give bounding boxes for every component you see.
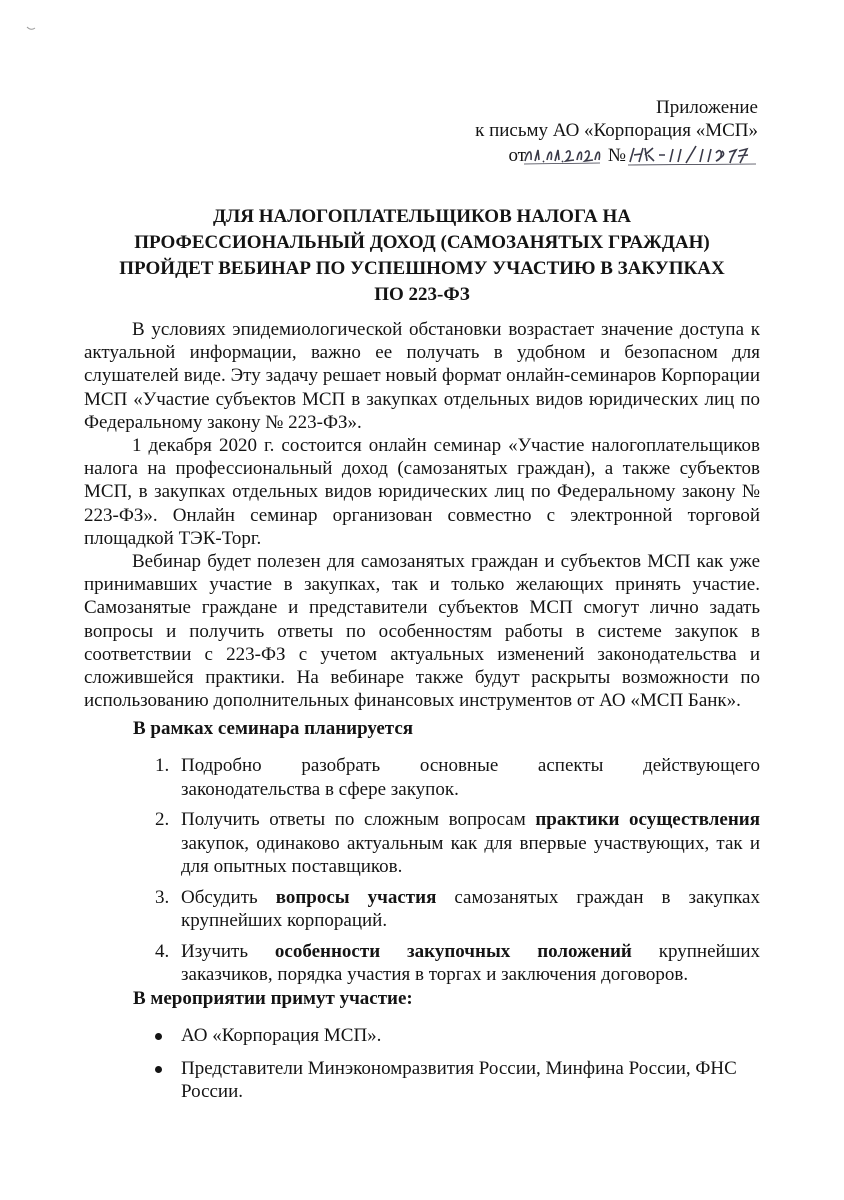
bullet-icon xyxy=(155,1066,162,1073)
plan-item xyxy=(133,886,760,933)
title-line-4: ПО 223-ФЗ xyxy=(374,284,470,305)
participant-item xyxy=(133,1057,760,1104)
attachment-header xyxy=(475,96,758,171)
participant-text: АО «Корпорация МСП». xyxy=(181,1025,382,1046)
participants-list xyxy=(133,1024,760,1113)
plan-item-number: 2. xyxy=(155,809,170,830)
number-sign: № xyxy=(607,145,626,166)
title-line-2: ПРОФЕССИОНАЛЬНЫЙ ДОХОД (САМОЗАНЯТЫХ ГРАЖДАН) xyxy=(134,232,710,253)
plan-item-emphasis: вопросы участия xyxy=(275,886,437,908)
plan-item xyxy=(133,808,760,879)
paragraph-seminar-date: 1 декабря 2020 г. состоится онлайн семинар «Участие налогоплательщиков налога на профессиональный доход (самозанятых граждан), а также субъектов МСП, в закупках отдельных видов юридических лиц по Федеральному закону № 223-ФЗ». Онлайн семинар организован совместно с электронной торговой площадкой ТЭК-Торг. xyxy=(84,435,760,549)
plan-item-text-continued: крупнейших заказчиков, порядка участия в торгах и заключения договоров. xyxy=(181,940,760,985)
body-text xyxy=(84,318,760,712)
letter-date-number-line xyxy=(475,143,758,171)
plan-item-emphasis: практики осуществления xyxy=(535,809,760,830)
plan-item-emphasis: особенности закупочных положений xyxy=(274,940,632,962)
plan-item-text-continued: самозанятых граждан в закупках крупнейших корпораций. xyxy=(181,886,760,931)
document-title xyxy=(90,204,754,308)
participants-heading: В мероприятии примут участие: xyxy=(133,988,413,1009)
paragraph-context: В условиях эпидемиологической обстановки возрастает значение доступа к актуальной информации, важно ее получать в удобном и безопасном для слушателей виде. Эту задачу решает новый формат онлайн-семинаров Корпорации МСП «Участие субъектов МСП в закупках отдельных видов юридических лиц по Федеральному закону № 223-ФЗ». xyxy=(84,319,760,433)
plan-item xyxy=(133,754,760,801)
participant-item xyxy=(133,1024,760,1048)
plan-heading: В рамках семинара планируется xyxy=(133,718,414,739)
plan-item-number: 3. xyxy=(155,886,170,908)
plan-item-number: 1. xyxy=(155,755,170,776)
plan-item-number: 4. xyxy=(155,940,170,962)
participant-text: Представители Минэкономразвития России, Минфина России, ФНС России. xyxy=(181,1057,737,1102)
date-prefix: от xyxy=(508,145,526,166)
plan-item-text-continued: закупок, одинаково актуальным как для впервые участвующих, так и для опытных поставщиков. xyxy=(181,832,760,877)
plan-item-text: Подробно разобрать основные аспекты действующего законодательства в сфере закупок. xyxy=(181,755,760,800)
bullet-icon xyxy=(155,1033,162,1040)
handwritten-number xyxy=(626,143,758,167)
title-line-3: ПРОЙДЕТ ВЕБИНАР ПО УСПЕШНОМУ УЧАСТИЮ В ЗАКУПКАХ xyxy=(119,258,725,279)
attachment-label: Приложение xyxy=(656,97,758,118)
title-line-1: ДЛЯ НАЛОГОПЛАТЕЛЬЩИКОВ НАЛОГА НА xyxy=(213,206,631,227)
plan-item xyxy=(133,940,760,987)
paragraph-audience: Вебинар будет полезен для самозанятых граждан и субъектов МСП как уже принимавших участие в закупках, так и только желающих принять участие. Самозанятые граждане и представители субъектов МСП смогут лично задать вопросы и получить ответы по особенностям работы в системе закупок в соответствии с 223-ФЗ с учетом актуальных изменений законодательства и сложившейся практики. На вебинаре также будут раскрыты возможности по использованию дополнительных финансовых инструментов от АО «МСП Банк». xyxy=(84,551,760,712)
plan-item-text: Обсудить xyxy=(181,886,276,908)
plan-item-text: Получить ответы по сложным вопросам xyxy=(181,809,536,830)
plan-item-text: Изучить xyxy=(181,940,275,962)
scan-artifact xyxy=(26,26,36,31)
plan-list xyxy=(133,754,760,994)
handwritten-date xyxy=(522,143,602,167)
letter-reference: к письму АО «Корпорация «МСП» xyxy=(475,120,758,141)
